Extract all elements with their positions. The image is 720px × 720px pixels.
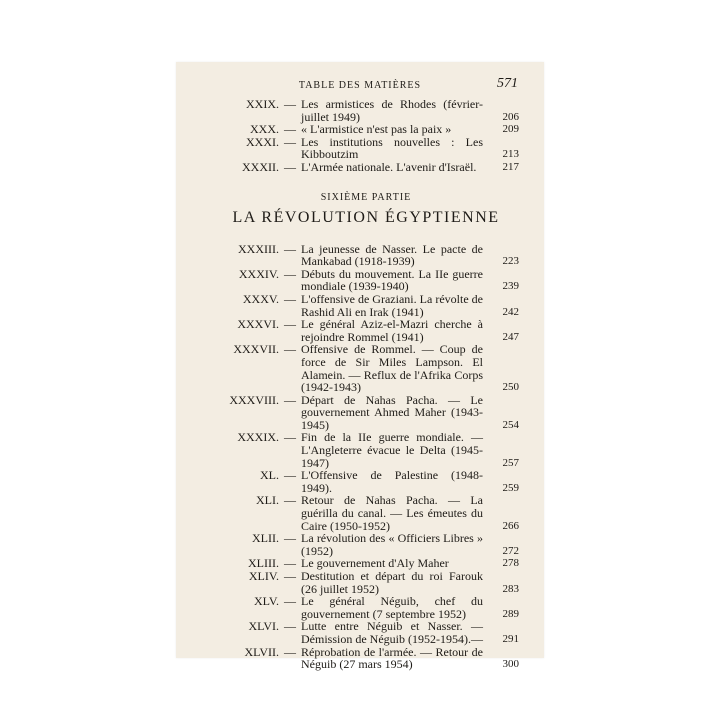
entry-dash: — bbox=[284, 594, 296, 609]
chapter-page: 254 bbox=[502, 418, 519, 431]
toc-entry bbox=[176, 620, 544, 645]
toc-entry bbox=[176, 431, 544, 469]
entry-dash: — bbox=[284, 159, 296, 174]
entry-dash: — bbox=[284, 569, 296, 583]
chapter-title: Les institutions nouvelles : Les Kibboutzim bbox=[301, 134, 483, 162]
chapter-number: XL. bbox=[260, 468, 279, 483]
chapter-page: 213 bbox=[502, 148, 519, 161]
chapter-page: 289 bbox=[502, 607, 519, 620]
chapter-page: 239 bbox=[502, 280, 519, 293]
chapter-number: XXXI. bbox=[246, 134, 279, 149]
toc-entry bbox=[176, 570, 544, 595]
chapter-title: « L'armistice n'est pas la paix » bbox=[301, 122, 452, 137]
chapter-number: XLV. bbox=[253, 594, 279, 609]
chapter-title: La jeunesse de Nasser. Le pacte de Mankabad (1918-1939) bbox=[301, 241, 483, 269]
chapter-number: XLVI. bbox=[248, 619, 279, 634]
chapter-page: 223 bbox=[502, 255, 519, 268]
toc-entry bbox=[176, 243, 544, 268]
entry-dash: — bbox=[284, 430, 296, 445]
chapter-title: Départ de Nahas Pacha. — Le gouvernement Ahmed Maher (1943-1945) bbox=[301, 392, 483, 432]
page-number: 571 bbox=[497, 76, 518, 91]
chapter-title: Retour de Nahas Pacha. — La guérilla du canal. — Les émeutes du Caire (1950-1952) bbox=[301, 493, 483, 533]
chapter-title: Fin de la IIe guerre mondiale. — L'Angleterre évacue le Delta (1945-1947) bbox=[301, 430, 483, 470]
chapter-number: XXXII. bbox=[242, 159, 279, 174]
entry-dash: — bbox=[284, 392, 296, 407]
chapter-title: L'offensive de Graziani. La révolte de Rashid Ali en Irak (1941) bbox=[301, 291, 483, 319]
chapter-title: La révolution des « Officiers Libres » (1952) bbox=[301, 531, 483, 558]
toc-entry bbox=[176, 532, 544, 557]
toc-entry bbox=[176, 161, 544, 174]
entry-dash: — bbox=[284, 317, 296, 332]
toc-entry bbox=[176, 268, 544, 293]
chapter-page: 257 bbox=[502, 456, 519, 469]
toc-entry bbox=[176, 646, 544, 671]
entry-dash: — bbox=[284, 644, 296, 659]
toc-entry bbox=[176, 494, 544, 532]
chapter-title: Destitution et départ du roi Farouk (26 juillet 1952) bbox=[301, 569, 483, 596]
chapter-number: XXX. bbox=[250, 122, 279, 137]
chapter-number: XLIV. bbox=[248, 569, 279, 583]
table-of-contents bbox=[176, 98, 544, 671]
chapter-page: 272 bbox=[502, 544, 519, 557]
chapter-title: Lutte entre Néguib et Nasser. — Démission de Néguib (1952-1954).— bbox=[301, 619, 483, 646]
entry-dash: — bbox=[284, 291, 296, 306]
toc-entry bbox=[176, 394, 544, 432]
toc-entry bbox=[176, 595, 544, 620]
chapter-number: XXXVI. bbox=[237, 317, 279, 332]
entry-dash: — bbox=[284, 134, 296, 149]
entry-dash: — bbox=[284, 531, 296, 546]
toc-entry bbox=[176, 318, 544, 343]
chapter-title: Le général Néguib, chef du gouvernement (7 septembre 1952) bbox=[301, 594, 483, 621]
entry-dash: — bbox=[284, 556, 296, 571]
chapter-number: XLIII. bbox=[248, 556, 279, 571]
chapter-title: L'Armée nationale. L'avenir d'Israël. bbox=[301, 159, 477, 174]
chapter-page: 300 bbox=[502, 658, 519, 671]
part-title: LA RÉVOLUTION ÉGYPTIENNE bbox=[232, 208, 500, 226]
chapter-number: XLVII. bbox=[244, 644, 279, 659]
chapter-title: Le général Aziz-el-Mazri cherche à rejoindre Rommel (1941) bbox=[301, 317, 483, 344]
toc-entry bbox=[176, 343, 544, 393]
entry-dash: — bbox=[284, 468, 296, 483]
chapter-number: XLII. bbox=[252, 531, 279, 546]
chapter-title: Les armistices de Rhodes (février-juillet 1949) bbox=[301, 97, 483, 124]
running-head: TABLE DES MATIÈRES bbox=[298, 80, 422, 91]
chapter-page: 217 bbox=[502, 160, 519, 173]
chapter-page: 209 bbox=[502, 123, 519, 136]
entry-dash: — bbox=[284, 619, 296, 634]
entries-after bbox=[176, 243, 544, 671]
chapter-title: Réprobation de l'armée. — Retour de Néguib (27 mars 1954) bbox=[301, 644, 483, 672]
chapter-number: XLI. bbox=[256, 493, 279, 508]
chapter-page: 278 bbox=[502, 557, 519, 570]
chapter-title: Offensive de Rommel. — Coup de force de Sir Miles Lampson. El Alamein. — Reflux de l'Afrika Corps (1942-1943) bbox=[301, 342, 483, 395]
entry-dash: — bbox=[284, 241, 296, 256]
entry-dash: — bbox=[284, 342, 296, 357]
chapter-page: 250 bbox=[502, 381, 519, 394]
chapter-title: L'Offensive de Palestine (1948-1949). bbox=[301, 468, 483, 495]
chapter-page: 242 bbox=[502, 305, 519, 318]
toc-entry bbox=[176, 293, 544, 318]
chapter-number: XXXIII. bbox=[238, 241, 279, 256]
chapter-page: 206 bbox=[502, 110, 519, 123]
chapter-number: XXXIV. bbox=[238, 266, 279, 281]
chapter-page: 259 bbox=[502, 481, 519, 494]
part-label: SIXIÈME PARTIE bbox=[320, 191, 412, 203]
entry-dash: — bbox=[284, 266, 296, 281]
toc-entry bbox=[176, 469, 544, 494]
chapter-number: XXXIX. bbox=[237, 430, 279, 445]
toc-entry bbox=[176, 136, 544, 161]
chapter-page: 283 bbox=[502, 582, 519, 595]
chapter-title: Le gouvernement d'Aly Maher bbox=[301, 556, 449, 571]
chapter-page: 291 bbox=[502, 632, 519, 645]
chapter-page: 266 bbox=[502, 519, 519, 532]
entry-dash: — bbox=[284, 122, 296, 137]
chapter-page: 247 bbox=[502, 330, 519, 343]
toc-entry bbox=[176, 123, 544, 136]
entry-dash: — bbox=[284, 493, 296, 508]
chapter-number: XXIX. bbox=[246, 97, 279, 111]
chapter-number: XXXV. bbox=[242, 291, 279, 306]
entry-dash: — bbox=[284, 97, 296, 111]
chapter-title: Débuts du mouvement. La IIe guerre mondiale (1939-1940) bbox=[301, 266, 483, 294]
chapter-number: XXXVIII. bbox=[229, 392, 279, 407]
chapter-number: XXXVII. bbox=[233, 342, 279, 357]
toc-entry bbox=[176, 98, 544, 123]
entries-before bbox=[176, 98, 544, 174]
book-page bbox=[176, 62, 544, 672]
